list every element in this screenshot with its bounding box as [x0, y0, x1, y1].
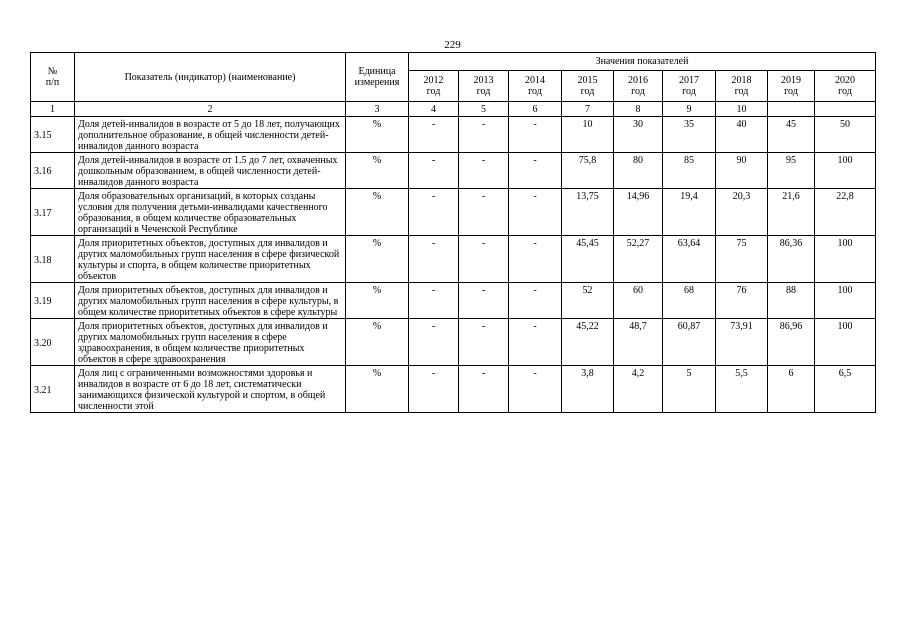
value-cell: 35 — [663, 117, 716, 153]
value-cell: 60,87 — [663, 319, 716, 366]
value-cell: 75,8 — [562, 153, 614, 189]
page-number: 229 — [444, 39, 461, 51]
value-cell: - — [409, 153, 459, 189]
value-cell: - — [509, 283, 562, 319]
column-index-cell: 5 — [459, 102, 509, 117]
value-cell: - — [459, 153, 509, 189]
value-cell: 100 — [815, 153, 876, 189]
value-cell: 6,5 — [815, 366, 876, 413]
row-number: 3.21 — [31, 366, 75, 413]
table-row — [31, 189, 876, 236]
value-cell: 45 — [768, 117, 815, 153]
indicator-name: Доля приоритетных объектов, доступных для инвалидов и других маломобильных групп населения в сфере культуры, в общем количестве приоритетных объектов в сфере культуры — [75, 283, 346, 319]
value-cell: 45,45 — [562, 236, 614, 283]
year-header: 2019 год — [768, 71, 815, 102]
column-index-cell: 9 — [663, 102, 716, 117]
value-cell: 19,4 — [663, 189, 716, 236]
value-cell: - — [459, 236, 509, 283]
table-row — [31, 236, 876, 283]
table-body — [31, 102, 876, 413]
table-row — [31, 283, 876, 319]
value-cell: 52 — [562, 283, 614, 319]
indicator-name: Доля приоритетных объектов, доступных для инвалидов и других маломобильных групп населения в сфере физической культуры и спорта, в общем количестве приоритетных объектов — [75, 236, 346, 283]
value-cell: - — [509, 189, 562, 236]
value-cell: 45,22 — [562, 319, 614, 366]
year-header: 2017 год — [663, 71, 716, 102]
value-cell: 14,96 — [614, 189, 663, 236]
value-cell: - — [409, 117, 459, 153]
value-cell: 88 — [768, 283, 815, 319]
column-index-cell: 3 — [346, 102, 409, 117]
value-cell: 100 — [815, 319, 876, 366]
value-cell: 20,3 — [716, 189, 768, 236]
table-row — [31, 319, 876, 366]
column-index-cell: 6 — [509, 102, 562, 117]
column-index-row — [31, 102, 876, 117]
value-cell: 80 — [614, 153, 663, 189]
column-index-cell: 2 — [75, 102, 346, 117]
value-cell: - — [509, 366, 562, 413]
column-index-cell: 4 — [409, 102, 459, 117]
value-cell: 40 — [716, 117, 768, 153]
table-header — [31, 53, 876, 102]
indicator-name: Доля приоритетных объектов, доступных для инвалидов и других маломобильных групп населения в сфере здравоохранения, в общем количестве приоритетных объектов в сфере здравоохранения — [75, 319, 346, 366]
value-cell: 30 — [614, 117, 663, 153]
year-header: 2018 год — [716, 71, 768, 102]
row-number: 3.20 — [31, 319, 75, 366]
indicator-name: Доля образовательных организаций, в которых созданы условия для получения детьми-инвалидами качественного образования, в общем количестве образовательных организаций в Чеченской Республике — [75, 189, 346, 236]
value-cell: 3,8 — [562, 366, 614, 413]
col-unit-header: Единица измерения — [346, 53, 409, 102]
col-no-header: № п/п — [31, 53, 75, 102]
row-number: 3.19 — [31, 283, 75, 319]
unit-cell: % — [346, 319, 409, 366]
value-cell: 60 — [614, 283, 663, 319]
value-cell: 48,7 — [614, 319, 663, 366]
value-cell: - — [509, 117, 562, 153]
value-cell: 50 — [815, 117, 876, 153]
value-cell: 100 — [815, 283, 876, 319]
value-cell: - — [459, 319, 509, 366]
value-cell: 68 — [663, 283, 716, 319]
unit-cell: % — [346, 117, 409, 153]
value-cell: 6 — [768, 366, 815, 413]
value-cell: 76 — [716, 283, 768, 319]
column-index-cell: 10 — [716, 102, 768, 117]
unit-cell: % — [346, 236, 409, 283]
values-group-header: Значения показателей — [409, 53, 876, 71]
row-number: 3.15 — [31, 117, 75, 153]
column-index-cell: 1 — [31, 102, 75, 117]
value-cell: - — [409, 319, 459, 366]
year-header: 2013 год — [459, 71, 509, 102]
year-header: 2014 год — [509, 71, 562, 102]
value-cell: 21,6 — [768, 189, 815, 236]
value-cell: - — [409, 236, 459, 283]
value-cell: - — [409, 189, 459, 236]
row-number: 3.17 — [31, 189, 75, 236]
year-header: 2012 год — [409, 71, 459, 102]
value-cell: 22,8 — [815, 189, 876, 236]
column-index-cell: 7 — [562, 102, 614, 117]
table-row — [31, 153, 876, 189]
value-cell: - — [509, 153, 562, 189]
value-cell: - — [459, 366, 509, 413]
value-cell: - — [409, 283, 459, 319]
value-cell: 75 — [716, 236, 768, 283]
col-indicator-header: Показатель (индикатор) (наименование) — [75, 53, 346, 102]
unit-cell: % — [346, 189, 409, 236]
value-cell: 4,2 — [614, 366, 663, 413]
year-header: 2016 год — [614, 71, 663, 102]
value-cell: - — [459, 283, 509, 319]
value-cell: 63,64 — [663, 236, 716, 283]
column-index-cell: 8 — [614, 102, 663, 117]
row-number: 3.16 — [31, 153, 75, 189]
value-cell: - — [459, 189, 509, 236]
table-row — [31, 117, 876, 153]
indicator-name: Доля лиц с ограниченными возможностями здоровья и инвалидов в возрасте от 6 до 18 лет, систематически занимающихся физической культурой и спортом, в общей численности этой — [75, 366, 346, 413]
value-cell: 86,36 — [768, 236, 815, 283]
value-cell: - — [409, 366, 459, 413]
year-header: 2015 год — [562, 71, 614, 102]
value-cell: 5 — [663, 366, 716, 413]
value-cell: 90 — [716, 153, 768, 189]
value-cell: 85 — [663, 153, 716, 189]
value-cell: - — [509, 319, 562, 366]
value-cell: 52,27 — [614, 236, 663, 283]
column-index-cell — [768, 102, 815, 117]
unit-cell: % — [346, 283, 409, 319]
unit-cell: % — [346, 153, 409, 189]
value-cell: 86,96 — [768, 319, 815, 366]
unit-cell: % — [346, 366, 409, 413]
value-cell: - — [509, 236, 562, 283]
column-index-cell — [815, 102, 876, 117]
value-cell: 5,5 — [716, 366, 768, 413]
year-header: 2020 год — [815, 71, 876, 102]
value-cell: 95 — [768, 153, 815, 189]
value-cell: 10 — [562, 117, 614, 153]
value-cell: - — [459, 117, 509, 153]
table-row — [31, 366, 876, 413]
value-cell: 100 — [815, 236, 876, 283]
value-cell: 13,75 — [562, 189, 614, 236]
value-cell: 73,91 — [716, 319, 768, 366]
indicator-name: Доля детей-инвалидов в возрасте от 1.5 до 7 лет, охваченных дошкольным образованием, в общей численности детей-инвалидов данного возраста — [75, 153, 346, 189]
indicators-table — [30, 52, 876, 413]
row-number: 3.18 — [31, 236, 75, 283]
indicator-name: Доля детей-инвалидов в возрасте от 5 до 18 лет, получающих дополнительное образование, в общей численности детей-инвалидов данного возраста — [75, 117, 346, 153]
